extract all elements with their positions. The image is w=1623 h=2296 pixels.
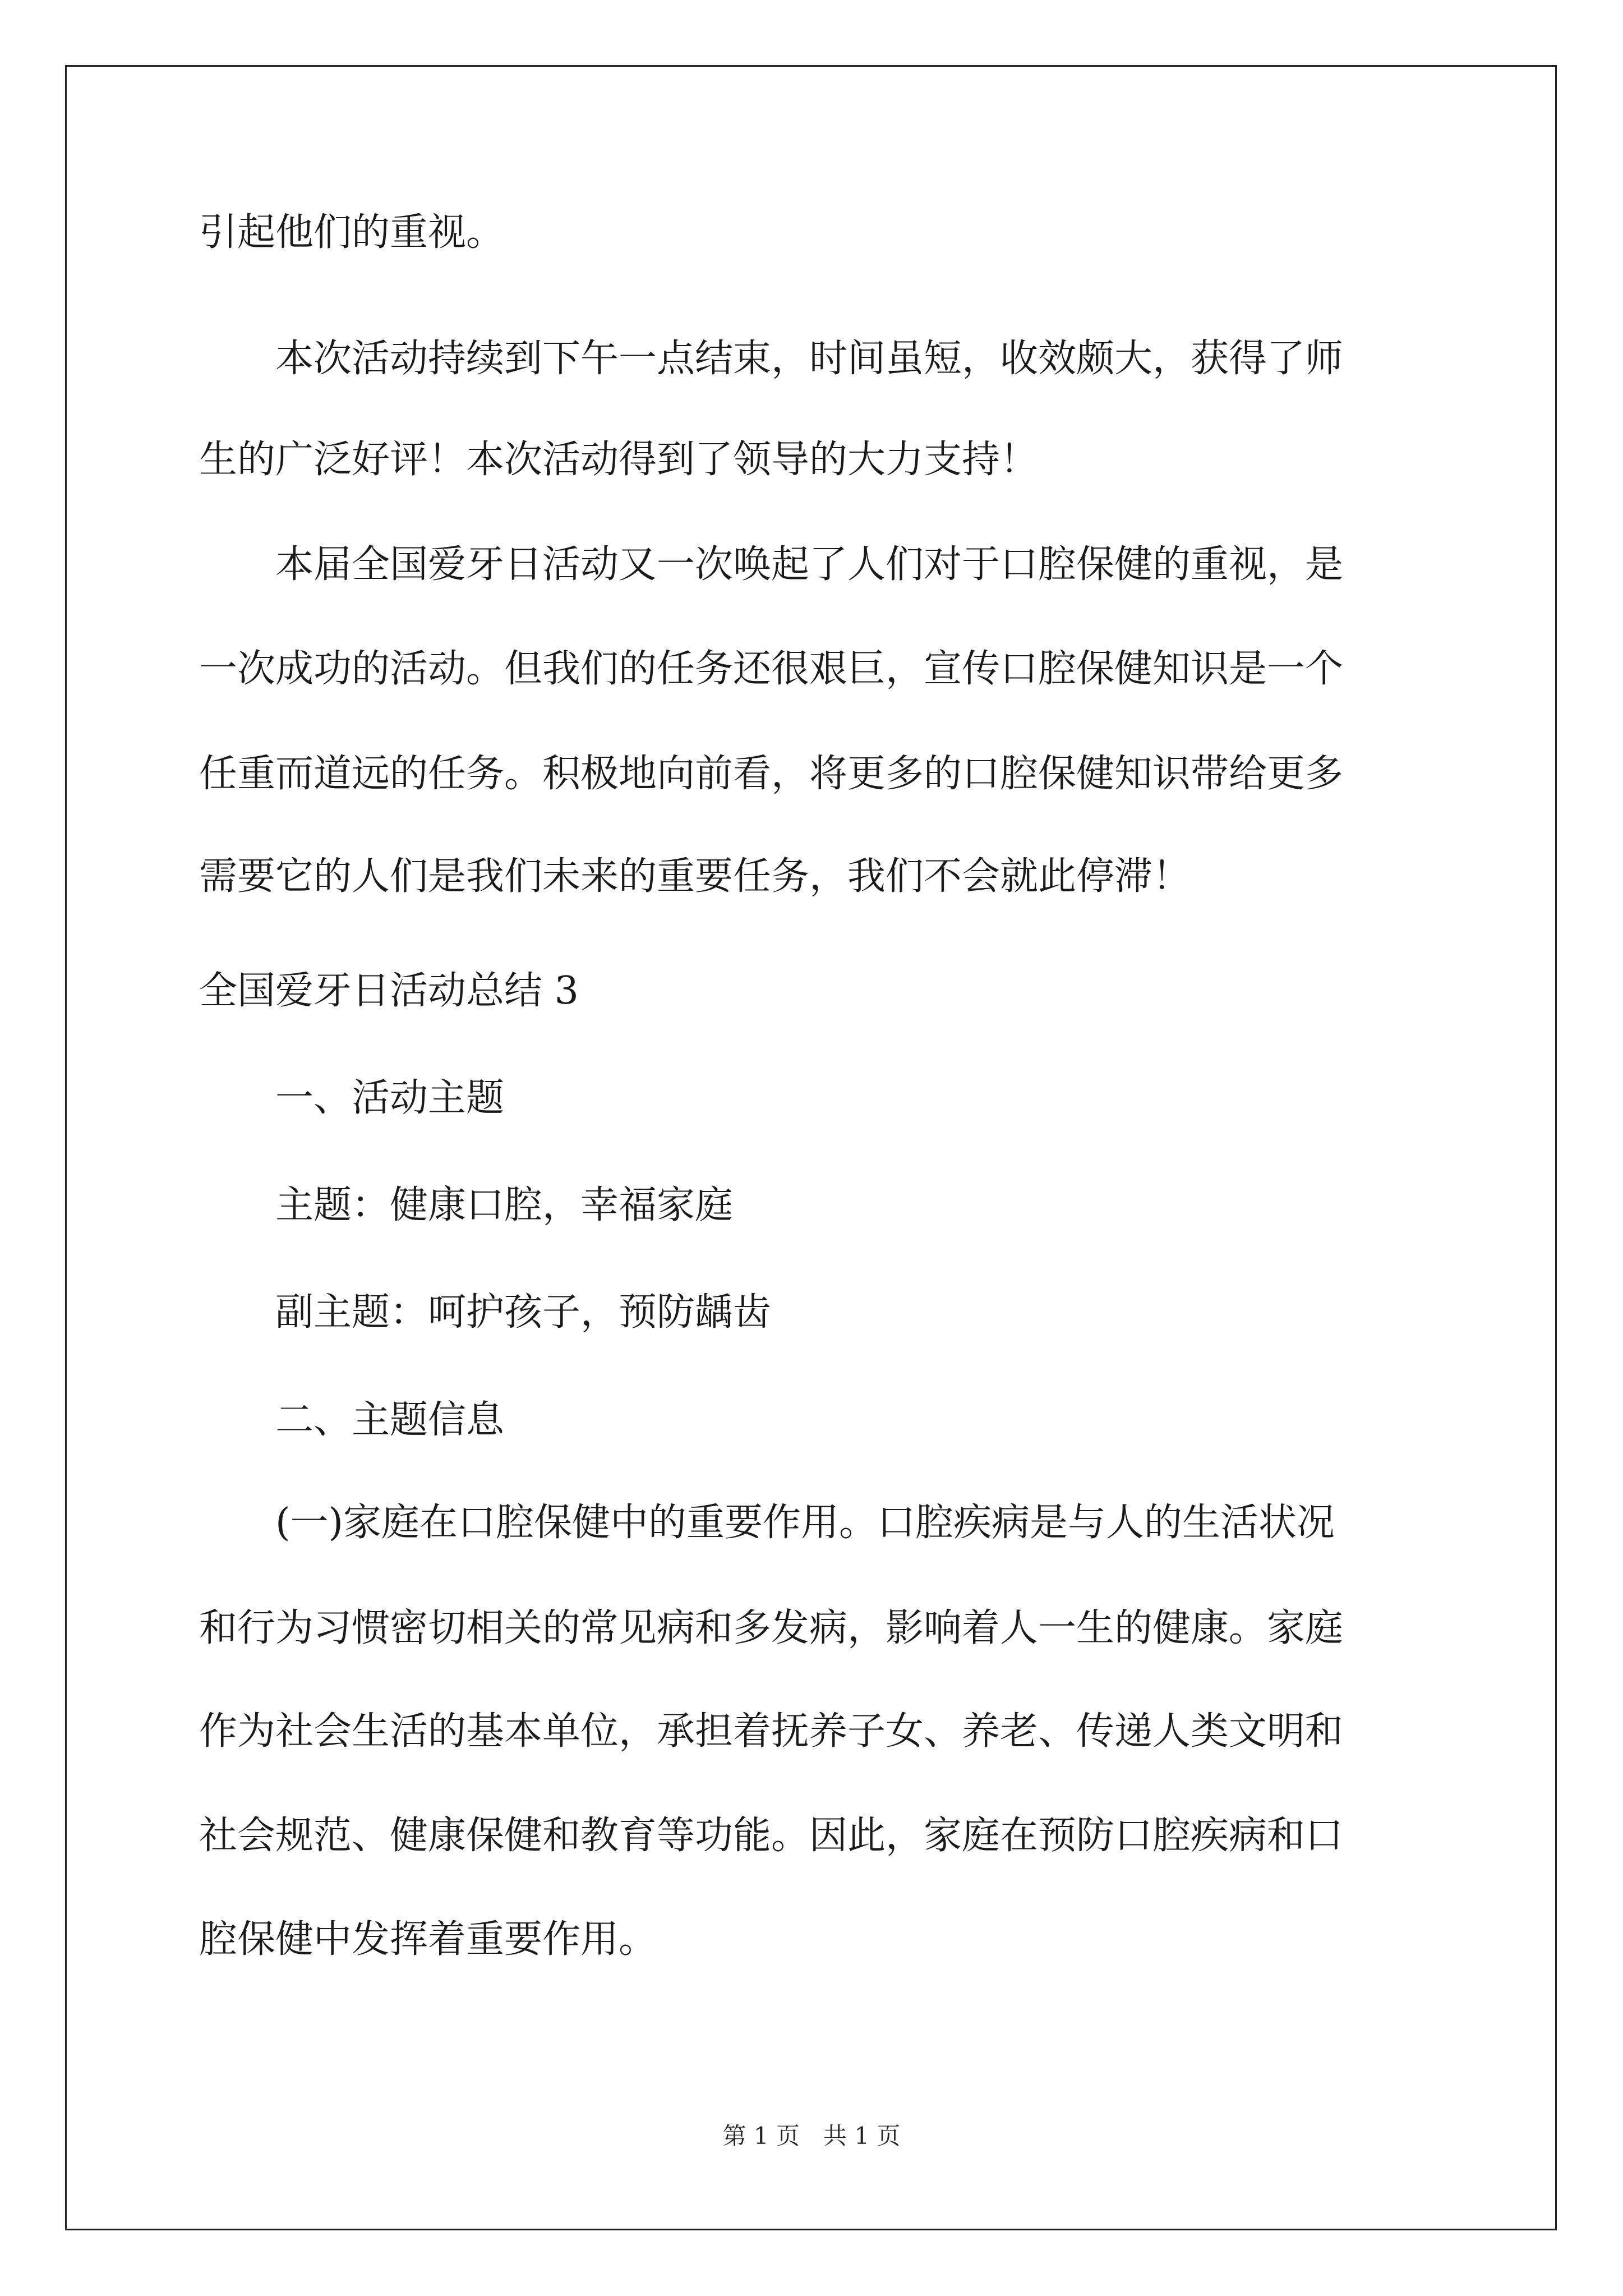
- section-heading: 全国爱牙日活动总结 3: [199, 969, 579, 1013]
- page-border: [65, 65, 1557, 2230]
- theme-line: 主题：健康口腔，幸福家庭: [199, 1183, 734, 1227]
- paragraph-line: 任重而道远的任务。积极地向前看，将更多的口腔保健知识带给更多: [199, 752, 1344, 796]
- subtheme-line: 副主题：呵护孩子，预防龋齿: [199, 1290, 772, 1335]
- paragraph-line: 社会规范、健康保健和教育等功能。因此，家庭在预防口腔疾病和口: [199, 1814, 1344, 1858]
- subheading: 二、主题信息: [199, 1398, 505, 1442]
- paragraph-line: (一)家庭在口腔保健中的重要作用。口腔疾病是与人的生活状况: [199, 1501, 1335, 1545]
- paragraph-line: 引起他们的重视。: [199, 210, 505, 255]
- paragraph-line: 本次活动持续到下午一点结束，时间虽短，收效颇大，获得了师: [199, 337, 1344, 381]
- paragraph-line: 本届全国爱牙日活动又一次唤起了人们对于口腔保健的重视，是: [199, 542, 1344, 587]
- page-number: 第 1 页 共 1 页: [722, 2122, 901, 2150]
- paragraph-line: 和行为习惯密切相关的常见病和多发病，影响着人一生的健康。家庭: [199, 1606, 1344, 1650]
- paragraph-line: 生的广泛好评！本次活动得到了领导的大力支持！: [199, 438, 1039, 482]
- paragraph-line: 作为社会生活的基本单位，承担着抚养子女、养老、传递人类文明和: [199, 1709, 1344, 1754]
- paragraph-line: 腔保健中发挥着重要作用。: [199, 1917, 657, 1962]
- subheading: 一、活动主题: [199, 1076, 505, 1120]
- paragraph-line: 一次成功的活动。但我们的任务还很艰巨，宣传口腔保健知识是一个: [199, 647, 1344, 691]
- paragraph-line: 需要它的人们是我们未来的重要任务，我们不会就此停滞！: [199, 854, 1191, 899]
